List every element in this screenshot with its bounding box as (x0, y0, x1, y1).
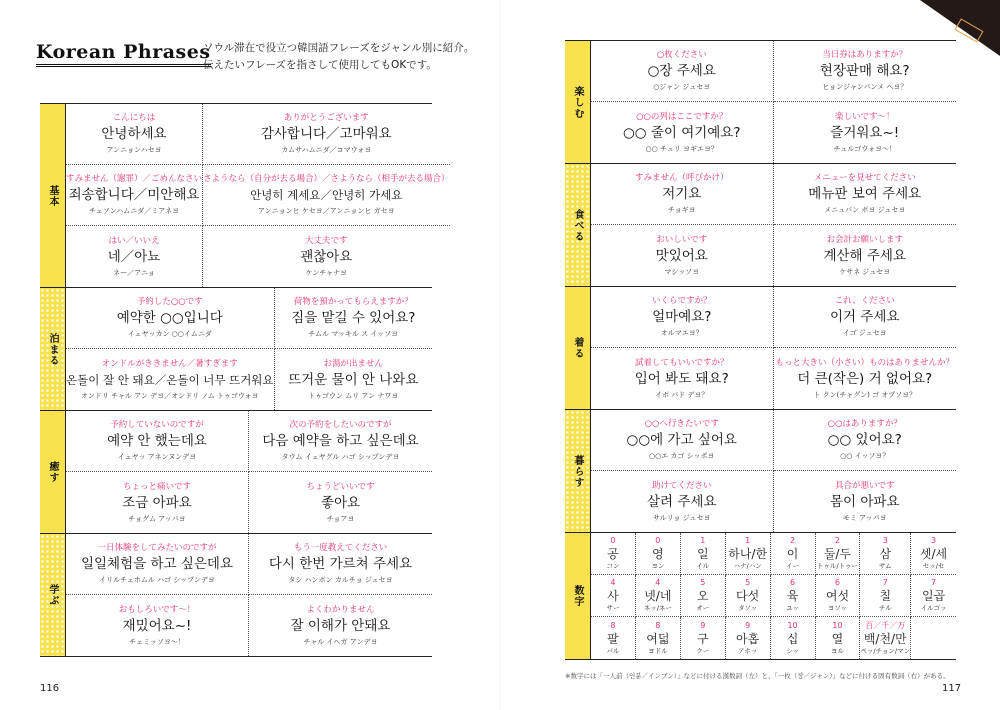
phrase-reading: メニュパン ボヨ ジュセヨ (824, 206, 906, 214)
phrase-cell (66, 411, 249, 472)
number-korean: 팔 (607, 631, 619, 646)
phrase-korean: 메뉴판 보여 주세요 (808, 186, 922, 202)
number-reading: ヨル (830, 646, 844, 655)
number-digit: 1 (745, 536, 751, 545)
intro-text (203, 40, 474, 74)
phrase-reading: ○○エ カゴ シッポヨ (648, 452, 715, 460)
phrase-japanese: お湯が出ません (323, 358, 384, 369)
phrase-reading: チェソンハムニダ／ミアネヨ (88, 207, 180, 215)
phrase-reading: チムル マッキル ス イッソヨ (308, 330, 399, 338)
number-cell (911, 575, 956, 617)
number-digit: 6 (790, 578, 796, 587)
phrase-japanese: こんにちは (112, 113, 156, 123)
number-korean: 다섯 (736, 589, 760, 603)
number-cell (816, 575, 861, 617)
phrase-reading: ケサネ ジュセヨ (839, 267, 891, 276)
phrase-cell (591, 471, 774, 532)
category-name: 学ぶ (47, 584, 58, 606)
number-reading: ペッ/チョン/マン (860, 646, 911, 655)
number-korean: 일 (696, 547, 709, 561)
category-name: 数字 (572, 585, 583, 607)
phrase-cell (66, 349, 275, 410)
category-label (565, 287, 591, 409)
phrase-japanese: ○○はありますか？ (827, 419, 902, 429)
number-korean: 아홉 (736, 631, 760, 646)
phrase-cell (774, 225, 957, 286)
phrase-cell (591, 287, 774, 348)
phrase-cell (66, 595, 249, 656)
phrase-reading: イゴ ジュセヨ (842, 329, 887, 337)
number-digit: 0 (610, 536, 616, 545)
phrase-grid (591, 164, 956, 286)
phrase-korean: 예약한 ○○입니다 (116, 310, 223, 326)
number-korean: 사 (607, 589, 619, 603)
number-digit: 2 (790, 536, 796, 545)
phrase-cell (774, 164, 957, 225)
phrase-reading: チョギヨ (667, 206, 696, 214)
phrase-korean: 맛있어요 (655, 247, 708, 264)
phrase-cell (275, 349, 432, 410)
category-name: 暮らす (572, 454, 583, 488)
phrase-japanese: はい／いいえ (108, 235, 160, 246)
number-korean: 여섯 (825, 589, 850, 603)
number-cell (726, 617, 771, 659)
phrase-cell (66, 226, 203, 287)
category-label (565, 41, 591, 163)
phrase-cell (591, 410, 774, 471)
number-reading: イルゴッ (920, 604, 947, 612)
number-reading: コン (606, 562, 620, 570)
category-name: 楽しむ (572, 85, 583, 119)
phrase-grid (591, 410, 956, 532)
phrase-japanese: 次の予約をしたいのですが (289, 420, 392, 430)
number-digit: 5 (745, 578, 751, 587)
number-korean: 공 (607, 547, 619, 561)
phrase-japanese: おいしいです (656, 234, 708, 245)
phrase-japanese: すみません（謝罪）／ごめんなさい (66, 174, 203, 184)
phrase-japanese: 当日券はありますか？ (822, 50, 908, 60)
number-digit: 10 (787, 620, 798, 630)
number-digit: 2 (834, 536, 840, 545)
phrase-korean: 조금 아파요 (122, 494, 192, 511)
phrase-cell (591, 102, 774, 163)
number-reading: パル (606, 646, 620, 655)
phrase-korean: ○○에 가고 싶어요 (626, 432, 737, 448)
phrase-reading: チョアヨ (326, 514, 355, 523)
category-name: 癒す (47, 461, 58, 483)
category-label (40, 534, 66, 656)
phrase-cell (591, 348, 774, 409)
phrase-japanese: ○○へ行きたいです (644, 419, 719, 429)
phrase-cell (249, 595, 432, 656)
page-number-left: 116 (40, 683, 60, 694)
phrase-section (565, 287, 956, 410)
phrase-korean: 죄송합니다／미안해요 (68, 187, 200, 203)
phrase-reading: イェヤッカン ○○イムニダ (127, 330, 212, 338)
category-label (40, 104, 66, 287)
phrase-reading: イリルチェホムル ハゴ シップンデヨ (99, 576, 215, 584)
phrase-reading: トゥゴウン ムリ アン ナワヨ (308, 391, 399, 400)
number-cell (771, 575, 816, 617)
number-digit: 9 (700, 620, 706, 630)
number-cell (860, 533, 911, 575)
number-reading: ユッ (786, 604, 799, 612)
phrase-korean: 재밌어요~! (122, 617, 192, 634)
number-digit: 0 (655, 536, 661, 545)
phrase-cell (203, 104, 450, 165)
phrase-reading: チャル イヘガ アンデヨ (303, 637, 378, 646)
phrase-japanese: いくらですか？ (652, 296, 712, 306)
number-korean: 이 (786, 547, 799, 561)
page-spine (499, 0, 501, 710)
number-digit: 7 (931, 578, 937, 587)
phrase-cell (249, 472, 432, 533)
phrase-japanese: メニューを見せてください (813, 173, 916, 183)
number-digit: 10 (832, 620, 843, 630)
phrase-japanese: 具合が悪いです (834, 480, 895, 491)
phrase-grid (66, 411, 432, 533)
phrase-korean: 잘 이해가 안돼요 (290, 617, 391, 634)
phrase-korean: 네／아뇨 (107, 248, 161, 265)
phrase-cell (774, 102, 957, 163)
footnote: ※数字には「一人前（인분／インブン）」などに付ける漢数詞（左）と、「一枚（장／ジャン）」などに付ける固有数詞（右）がある。 (565, 672, 950, 680)
phrase-cell (774, 471, 957, 532)
number-cell (681, 533, 726, 575)
number-korean: 셋/세 (919, 547, 948, 561)
phrase-japanese: 楽しいです〜！ (834, 111, 895, 122)
phrase-korean: 더 큰(작은) 거 없어요? (797, 370, 933, 387)
phrase-reading: チュルゴウォヨ〜！ (833, 144, 896, 153)
phrase-reading: オルマエヨ？ (660, 329, 703, 337)
category-label (565, 533, 591, 659)
number-reading: イー (786, 562, 800, 570)
phrase-korean: 괜찮아요 (300, 248, 353, 265)
phrase-cell (591, 225, 774, 286)
number-korean: 열 (831, 631, 844, 646)
number-cell (591, 617, 636, 659)
number-korean: 육 (786, 589, 799, 603)
phrase-korean: 뜨거운 물이 안 나와요 (288, 371, 419, 388)
number-cell (681, 575, 726, 617)
phrase-japanese: すみません（呼びかけ） (634, 173, 729, 183)
phrase-section (40, 288, 432, 411)
number-digit: 4 (610, 578, 616, 587)
phrase-japanese: 一日体験をしてみたいのですが (97, 543, 217, 553)
phrase-korean: 몸이 아파요 (830, 493, 900, 510)
number-reading: クー (696, 646, 710, 655)
number-digit: 3 (882, 536, 888, 545)
phrase-korean: ○○ 있어요? (827, 432, 902, 448)
number-reading: アホッ (737, 646, 758, 655)
phrase-reading: イボ バド デヨ？ (655, 390, 709, 399)
phrase-cell (774, 287, 957, 348)
number-digit: 6 (834, 578, 840, 587)
phrase-korean: 즐거워요~! (830, 124, 900, 141)
number-cell (816, 617, 861, 659)
number-korean: 오 (696, 589, 709, 603)
number-korean: 백/천/만 (863, 631, 907, 646)
numbers-section (565, 533, 956, 660)
phrase-reading: ヒョンジャンパンメ ヘヨ？ (822, 83, 908, 91)
phrase-korean: 예약 안 했는데요 (107, 433, 207, 449)
phrase-cell (66, 472, 249, 533)
phrase-korean: 입어 봐도 돼요? (634, 370, 729, 387)
phrase-korean: 다시 한번 가르쳐 주세요 (268, 556, 413, 572)
number-korean: 넷/네 (644, 589, 672, 603)
phrase-section (40, 104, 450, 288)
phrase-grid (591, 287, 956, 409)
page-number-right: 117 (942, 683, 962, 694)
category-label (40, 411, 66, 533)
number-cell (591, 533, 636, 575)
phrase-japanese: もっと大きい（小さい）ものはありませんか？ (775, 357, 954, 368)
phrase-reading: ト クン(チャグン) ゴ オプソヨ？ (813, 390, 917, 399)
phrase-reading: イェヤッ アネンヌンデヨ (117, 453, 197, 461)
phrase-japanese: ○○の列はここですか？ (636, 111, 728, 122)
phrase-reading: ○○ イッソヨ？ (840, 452, 890, 460)
phrase-japanese: 助けてください (651, 480, 712, 491)
phrase-cell (66, 534, 249, 595)
phrase-cell (66, 104, 203, 165)
phrase-reading: タウム イェヤグル ハゴ シップンデヨ (281, 453, 400, 461)
number-korean: 영 (652, 547, 664, 561)
number-cell (911, 617, 956, 659)
phrase-section (565, 41, 956, 164)
phrase-korean: ○장 주세요 (647, 63, 716, 79)
number-reading: ハナ/ハン (733, 562, 762, 570)
phrase-reading: ○ジャン ジュセヨ (653, 83, 711, 91)
number-digit: 7 (882, 578, 888, 587)
phrase-grid (66, 534, 432, 656)
number-cell (771, 617, 816, 659)
phrase-cell (591, 164, 774, 225)
number-korean: 삼 (879, 547, 892, 561)
number-cell (726, 575, 771, 617)
number-digit: 8 (610, 620, 616, 630)
number-reading: サー (606, 604, 620, 612)
phrase-korean: 좋아요 (320, 494, 361, 511)
number-digit: 百／千／万 (865, 620, 906, 630)
phrase-japanese: 荷物を預かってもらえますか？ (293, 297, 413, 307)
phrase-section (40, 411, 432, 534)
phrase-cell (249, 411, 432, 472)
number-digit: 3 (931, 536, 937, 545)
intro-line: 伝えたいフレーズを指さして使用してもOKです。 (203, 59, 437, 71)
phrase-section (40, 534, 432, 657)
phrase-reading: タシ ハンボン カルチョ ジュセヨ (288, 576, 393, 584)
phrase-korean: 이거 주세요 (830, 309, 900, 325)
phrase-japanese: よくわかりません (306, 604, 375, 615)
number-reading: イル (696, 562, 710, 570)
phrase-japanese: おもしろいです〜！ (118, 604, 196, 615)
number-cell (860, 617, 911, 659)
number-korean: 구 (696, 631, 709, 646)
phrase-section (565, 410, 956, 533)
phrase-reading: アンニョンヒ ケセヨ／アンニョンヒ ガセヨ (257, 207, 395, 215)
phrase-cell (774, 348, 957, 409)
phrase-japanese: さようなら（自分が去る場合）／さようなら（相手が去る場合） (203, 174, 450, 184)
phrase-korean: 안녕히 계세요／안녕히 가세요 (250, 188, 403, 202)
category-label (565, 164, 591, 286)
number-cell (636, 575, 681, 617)
phrase-korean: 온돌이 잘 안 돼요／온돌이 너무 뜨거워요 (66, 372, 274, 387)
phrase-cell (774, 41, 957, 102)
phrase-japanese: ○枚ください (656, 50, 707, 60)
number-reading: ネッ/ネー (643, 604, 672, 612)
phrase-cell (203, 226, 450, 287)
category-name: 着る (572, 337, 583, 359)
phrase-reading: ○○ チュリ ヨギエヨ？ (645, 144, 718, 153)
number-korean: 십 (786, 631, 799, 646)
category-name: 食べる (572, 208, 583, 242)
number-cell (726, 533, 771, 575)
phrase-korean: 얼마예요? (652, 309, 712, 325)
number-reading: ヨン (651, 562, 665, 570)
number-reading: ヨドル (648, 646, 668, 655)
phrase-korean: 다음 예약을 하고 싶은데요 (262, 433, 419, 449)
number-korean: 칠 (879, 589, 892, 603)
phrase-japanese: 大丈夫です (305, 235, 348, 246)
phrase-japanese: お会計お願いします (826, 234, 903, 245)
number-cell (681, 617, 726, 659)
number-reading: シッ (786, 646, 799, 655)
phrase-reading: チェミッソヨ〜！ (129, 637, 185, 646)
phrase-japanese: ちょっと痛いです (122, 481, 191, 492)
phrase-grid (66, 104, 450, 287)
phrase-reading: チョグム アッパヨ (128, 514, 186, 523)
phrase-reading: モミ アッパヨ (842, 513, 887, 522)
number-reading: サム (878, 562, 892, 570)
phrase-korean: 감사합니다／고마워요 (260, 126, 392, 142)
numbers-grid (591, 533, 956, 659)
number-reading: オー (696, 604, 710, 612)
number-cell (771, 533, 816, 575)
number-korean: 일곱 (921, 589, 946, 603)
number-digit: 1 (700, 536, 706, 545)
number-reading: セッ/セ (922, 562, 945, 570)
phrase-cell (249, 534, 432, 595)
phrase-reading: オンドリ チャル アン デヨ／オンドリ ノム トゥゴウォヨ (80, 391, 259, 400)
phrase-reading: ケンチャナヨ (305, 268, 347, 277)
phrase-japanese: オンドルがききません／暑すぎます (101, 358, 238, 369)
number-reading: ヨソッ (827, 604, 848, 612)
phrase-korean: 일일체험을 하고 싶은데요 (80, 556, 234, 572)
number-digit: 4 (655, 578, 661, 587)
number-reading: タソッ (738, 604, 758, 612)
number-cell (911, 533, 956, 575)
number-korean: 여덟 (646, 631, 670, 646)
phrase-japanese: 予約した○○です (136, 297, 203, 307)
number-cell (860, 575, 911, 617)
phrase-reading: カムサハムニダ／コマウォヨ (281, 146, 372, 154)
phrase-japanese: 試着してもいいですか？ (634, 357, 729, 368)
number-digit: 5 (700, 578, 706, 587)
number-reading: トゥル/トゥー (817, 562, 858, 570)
left-phrase-table (40, 103, 450, 657)
phrase-korean: 저기요 (662, 186, 702, 202)
phrase-grid (66, 288, 432, 410)
page-title: Korean Phrases (36, 43, 211, 67)
number-cell (636, 533, 681, 575)
number-reading: チル (878, 604, 892, 612)
category-label (40, 288, 66, 410)
phrase-korean: 현장판매 해요? (819, 63, 910, 79)
phrase-cell (203, 165, 450, 226)
category-name: 泊まる (47, 332, 58, 366)
number-cell (591, 575, 636, 617)
category-name: 基本 (47, 184, 58, 207)
phrase-korean: 살려 주세요 (647, 493, 717, 510)
phrase-korean: ○○ 줄이 여기예요? (622, 124, 741, 141)
phrase-japanese: もう一度教えてください (293, 543, 388, 553)
phrase-japanese: ありがとうございます (283, 113, 369, 123)
phrase-cell (591, 41, 774, 102)
phrase-cell (275, 288, 432, 349)
number-digit: 8 (655, 620, 661, 630)
phrase-cell (774, 410, 957, 471)
phrase-japanese: これ、ください (834, 296, 895, 306)
number-digit: 9 (745, 620, 751, 630)
number-korean: 하나/한 (728, 547, 768, 561)
number-korean: 둘/두 (823, 547, 852, 561)
phrase-reading: マシッソヨ (664, 267, 700, 276)
phrase-cell (66, 288, 275, 349)
intro-line: ソウル滞在で役立つ韓国語フレーズをジャンル別に紹介。 (203, 42, 475, 54)
category-label (565, 410, 591, 532)
number-cell (636, 617, 681, 659)
phrase-cell (66, 165, 203, 226)
phrase-japanese: 予約していないのですが (110, 420, 204, 430)
phrase-reading: ネー／アニョ (113, 268, 155, 277)
phrase-japanese: ちょうどいいです (306, 481, 375, 492)
phrase-korean: 계산해 주세요 (823, 247, 907, 264)
phrase-section (565, 164, 956, 287)
phrase-korean: 안녕하세요 (101, 126, 167, 142)
phrase-grid (591, 41, 956, 163)
phrase-reading: サルリョ ジュセヨ (652, 513, 711, 522)
number-cell (816, 533, 861, 575)
phrase-korean: 짐을 맡길 수 있어요? (291, 310, 416, 326)
phrase-reading: アンニョンハセヨ (106, 146, 162, 154)
right-phrase-table (565, 40, 956, 660)
